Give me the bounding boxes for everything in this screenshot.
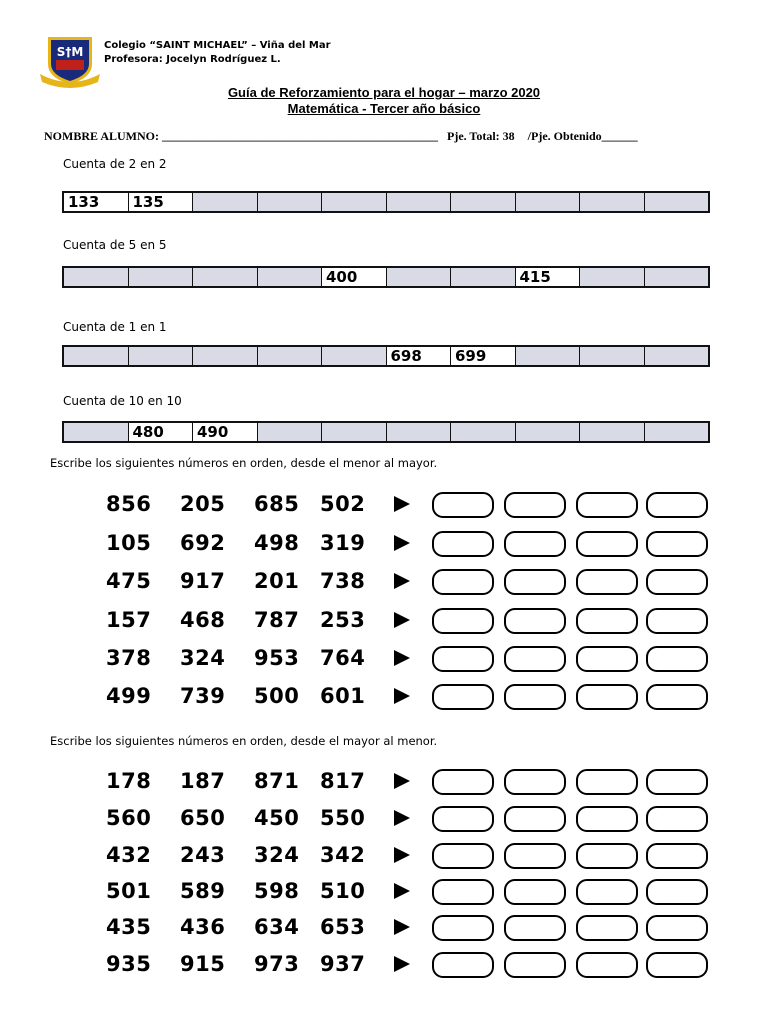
number-to-order: 973 <box>254 952 300 976</box>
order-row <box>106 490 710 518</box>
answer-box[interactable] <box>432 569 494 595</box>
number-to-order: 937 <box>320 952 366 976</box>
sequence-cell-blank[interactable] <box>258 423 323 441</box>
student-name-row <box>44 129 638 144</box>
sequence-row <box>62 421 710 443</box>
answer-box[interactable] <box>576 646 638 672</box>
number-to-order: 435 <box>106 915 152 939</box>
sequence-cell-blank[interactable] <box>387 268 452 286</box>
order-row <box>106 841 710 869</box>
sequence-cell-blank[interactable] <box>193 268 258 286</box>
number-to-order: 634 <box>254 915 300 939</box>
sequence-cell-blank[interactable] <box>193 347 258 365</box>
sequence-cell-given: 400 <box>322 268 387 286</box>
answer-box[interactable] <box>432 952 494 978</box>
answer-box[interactable] <box>646 952 708 978</box>
number-to-order: 468 <box>180 608 226 632</box>
answer-box[interactable] <box>576 492 638 518</box>
answer-box[interactable] <box>576 879 638 905</box>
sequence-cell-blank[interactable] <box>580 193 645 211</box>
answer-box[interactable] <box>646 915 708 941</box>
arrow-right-icon <box>394 847 410 863</box>
answer-box[interactable] <box>576 608 638 634</box>
answer-box[interactable] <box>504 608 566 634</box>
answer-box[interactable] <box>504 531 566 557</box>
sequence-cell-blank[interactable] <box>451 268 516 286</box>
sequence-cell-blank[interactable] <box>451 423 516 441</box>
answer-box[interactable] <box>504 879 566 905</box>
number-to-order: 502 <box>320 492 366 516</box>
number-to-order: 501 <box>106 879 152 903</box>
sequence-cell-blank[interactable] <box>129 268 194 286</box>
student-name-field[interactable]: NOMBRE ALUMNO: ______________________________________________ <box>44 129 438 143</box>
section-instruction: Escribe los siguientes números en orden, desde el mayor al menor. <box>50 734 438 748</box>
arrow-right-icon <box>394 810 410 826</box>
number-to-order: 500 <box>254 684 300 708</box>
number-to-order: 436 <box>180 915 226 939</box>
order-row <box>106 529 710 557</box>
number-to-order: 201 <box>254 569 300 593</box>
sequence-cell-blank[interactable] <box>645 423 709 441</box>
answer-box[interactable] <box>646 531 708 557</box>
section-instruction: Escribe los siguientes números en orden, desde el menor al mayor. <box>50 456 438 470</box>
sequence-cell-blank[interactable] <box>258 347 323 365</box>
number-to-order: 243 <box>180 843 226 867</box>
answer-box[interactable] <box>504 646 566 672</box>
answer-box[interactable] <box>646 806 708 832</box>
sequence-cell-blank[interactable] <box>258 193 323 211</box>
sequence-cell-blank[interactable] <box>645 193 709 211</box>
number-to-order: 650 <box>180 806 226 830</box>
number-to-order: 510 <box>320 879 366 903</box>
answer-box[interactable] <box>576 843 638 869</box>
number-to-order: 499 <box>106 684 152 708</box>
answer-box[interactable] <box>646 492 708 518</box>
number-to-order: 432 <box>106 843 152 867</box>
sequence-cell-blank[interactable] <box>580 423 645 441</box>
number-to-order: 324 <box>254 843 300 867</box>
answer-box[interactable] <box>646 769 708 795</box>
number-to-order: 187 <box>180 769 226 793</box>
sequence-row <box>62 191 710 213</box>
sequence-row <box>62 266 710 288</box>
number-to-order: 205 <box>180 492 226 516</box>
sequence-cell-given: 490 <box>193 423 258 441</box>
number-to-order: 550 <box>320 806 366 830</box>
number-to-order: 589 <box>180 879 226 903</box>
number-to-order: 498 <box>254 531 300 555</box>
number-to-order: 935 <box>106 952 152 976</box>
sequence-label: Cuenta de 10 en 10 <box>63 394 182 408</box>
number-to-order: 764 <box>320 646 366 670</box>
answer-box[interactable] <box>504 806 566 832</box>
number-to-order: 450 <box>254 806 300 830</box>
number-to-order: 324 <box>180 646 226 670</box>
sequence-row <box>62 345 710 367</box>
answer-box[interactable] <box>646 684 708 710</box>
number-to-order: 953 <box>254 646 300 670</box>
order-row <box>106 767 710 795</box>
arrow-right-icon <box>394 688 410 704</box>
number-to-order: 685 <box>254 492 300 516</box>
number-to-order: 319 <box>320 531 366 555</box>
sequence-cell-blank[interactable] <box>258 268 323 286</box>
answer-box[interactable] <box>576 531 638 557</box>
answer-box[interactable] <box>504 684 566 710</box>
arrow-right-icon <box>394 919 410 935</box>
number-to-order: 653 <box>320 915 366 939</box>
answer-box[interactable] <box>432 843 494 869</box>
sequence-cell-blank[interactable] <box>451 193 516 211</box>
sequence-cell-given: 480 <box>129 423 194 441</box>
answer-box[interactable] <box>432 879 494 905</box>
page-subtitle: Matemática - Tercer año básico <box>287 101 481 116</box>
sequence-cell-blank[interactable] <box>64 268 129 286</box>
svg-text:S†M: S†M <box>56 45 84 59</box>
sequence-cell-blank[interactable] <box>322 423 387 441</box>
arrow-right-icon <box>394 535 410 551</box>
answer-box[interactable] <box>432 806 494 832</box>
answer-box[interactable] <box>432 915 494 941</box>
school-info <box>104 39 331 67</box>
sequence-cell-blank[interactable] <box>516 423 581 441</box>
sequence-cell-blank[interactable] <box>387 193 452 211</box>
sequence-cell-blank[interactable] <box>322 193 387 211</box>
sequence-cell-given: 135 <box>129 193 194 211</box>
answer-box[interactable] <box>576 569 638 595</box>
number-to-order: 560 <box>106 806 152 830</box>
order-row <box>106 644 710 672</box>
number-to-order: 253 <box>320 608 366 632</box>
arrow-right-icon <box>394 573 410 589</box>
answer-box[interactable] <box>576 952 638 978</box>
number-to-order: 856 <box>106 492 152 516</box>
answer-box[interactable] <box>504 769 566 795</box>
order-row <box>106 877 710 905</box>
answer-box[interactable] <box>432 769 494 795</box>
answer-box[interactable] <box>646 843 708 869</box>
number-to-order: 787 <box>254 608 300 632</box>
arrow-right-icon <box>394 612 410 628</box>
number-to-order: 871 <box>254 769 300 793</box>
answer-box[interactable] <box>576 769 638 795</box>
sequence-cell-blank[interactable] <box>387 423 452 441</box>
teacher-name: Profesora: Jocelyn Rodríguez L. <box>104 54 281 65</box>
arrow-right-icon <box>394 883 410 899</box>
number-to-order: 817 <box>320 769 366 793</box>
sequence-cell-blank[interactable] <box>580 347 645 365</box>
arrow-right-icon <box>394 496 410 512</box>
sequence-cell-blank[interactable] <box>580 268 645 286</box>
sequence-label: Cuenta de 1 en 1 <box>63 320 167 334</box>
number-to-order: 601 <box>320 684 366 708</box>
score-obtained-field[interactable]: /Pje. Obtenido______ <box>527 129 638 143</box>
number-to-order: 178 <box>106 769 152 793</box>
number-to-order: 915 <box>180 952 226 976</box>
answer-box[interactable] <box>576 915 638 941</box>
sequence-cell-blank[interactable] <box>516 347 581 365</box>
number-to-order: 598 <box>254 879 300 903</box>
answer-box[interactable] <box>432 492 494 518</box>
sequence-cell-blank[interactable] <box>129 347 194 365</box>
school-name: Colegio “SAINT MICHAEL” – Viña del Mar <box>104 40 331 51</box>
sequence-label: Cuenta de 5 en 5 <box>63 238 167 252</box>
sequence-label: Cuenta de 2 en 2 <box>63 157 167 171</box>
order-row <box>106 567 710 595</box>
number-to-order: 157 <box>106 608 152 632</box>
sequence-cell-blank[interactable] <box>516 193 581 211</box>
score-total: Pje. Total: 38 <box>447 129 515 143</box>
sequence-cell-blank[interactable] <box>193 193 258 211</box>
number-to-order: 692 <box>180 531 226 555</box>
answer-box[interactable] <box>646 646 708 672</box>
number-to-order: 105 <box>106 531 152 555</box>
number-to-order: 738 <box>320 569 366 593</box>
number-to-order: 378 <box>106 646 152 670</box>
number-to-order: 475 <box>106 569 152 593</box>
order-row <box>106 950 710 978</box>
number-to-order: 342 <box>320 843 366 867</box>
answer-box[interactable] <box>504 569 566 595</box>
order-row <box>106 682 710 710</box>
shield-icon <box>38 34 102 88</box>
sequence-cell-blank[interactable] <box>645 268 709 286</box>
sequence-cell-blank[interactable] <box>645 347 709 365</box>
answer-box[interactable] <box>646 608 708 634</box>
answer-box[interactable] <box>646 569 708 595</box>
page-title: Guía de Reforzamiento para el hogar – marzo 2020 <box>227 85 541 100</box>
sequence-cell-given: 698 <box>387 347 452 365</box>
sequence-cell-blank[interactable] <box>322 347 387 365</box>
answer-box[interactable] <box>576 806 638 832</box>
order-row <box>106 913 710 941</box>
sequence-cell-given: 133 <box>64 193 129 211</box>
school-logo <box>38 34 102 88</box>
sequence-cell-blank[interactable] <box>64 423 129 441</box>
answer-box[interactable] <box>504 843 566 869</box>
answer-box[interactable] <box>432 646 494 672</box>
sequence-cell-given: 699 <box>451 347 516 365</box>
answer-box[interactable] <box>432 531 494 557</box>
answer-box[interactable] <box>646 879 708 905</box>
answer-box[interactable] <box>504 492 566 518</box>
number-to-order: 917 <box>180 569 226 593</box>
order-row <box>106 804 710 832</box>
sequence-cell-blank[interactable] <box>64 347 129 365</box>
answer-box[interactable] <box>432 684 494 710</box>
answer-box[interactable] <box>504 952 566 978</box>
arrow-right-icon <box>394 650 410 666</box>
answer-box[interactable] <box>432 608 494 634</box>
order-row <box>106 606 710 634</box>
arrow-right-icon <box>394 773 410 789</box>
number-to-order: 739 <box>180 684 226 708</box>
arrow-right-icon <box>394 956 410 972</box>
answer-box[interactable] <box>504 915 566 941</box>
answer-box[interactable] <box>576 684 638 710</box>
sequence-cell-given: 415 <box>516 268 581 286</box>
